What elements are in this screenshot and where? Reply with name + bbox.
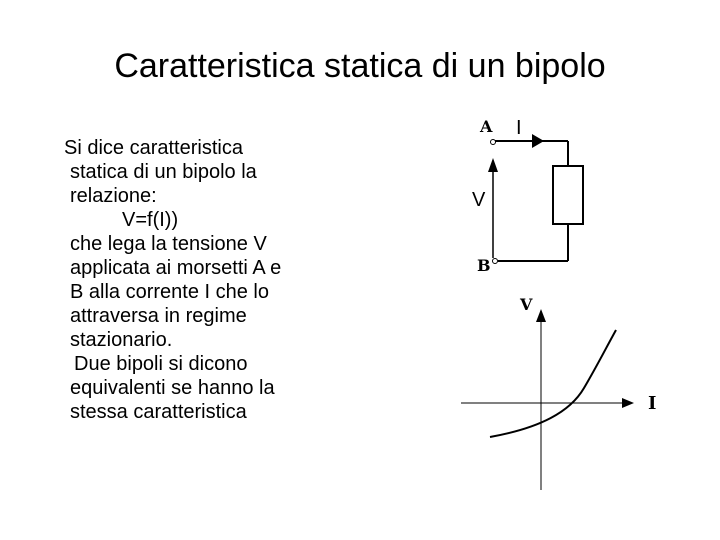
y-axis-arrow-icon [536,309,546,322]
terminal-a-icon [491,140,496,145]
body-line: stazionario. [70,329,173,351]
current-label: I [516,117,522,139]
characteristic-graph [461,295,656,490]
voltage-arrow-icon [488,158,498,172]
circuit-diagram [491,140,584,264]
body-formula: V=f(I)) [122,209,179,231]
voltage-label: V [472,189,486,211]
body-line: relazione: [70,185,157,207]
graph-y-label: V [520,295,533,314]
x-axis-arrow-icon [622,398,634,408]
body-line: applicata ai morsetti A e [70,257,282,279]
body-line: statica di un bipolo la [70,161,257,183]
terminal-b-icon [493,259,498,264]
body-line: B alla corrente I che lo [70,281,269,303]
terminal-a-label: A [480,117,493,136]
body-line: stessa caratteristica [70,401,247,423]
body-line: attraversa in regime [70,305,247,327]
current-arrow-icon [532,134,544,148]
resistor-icon [553,166,583,224]
body-line: che lega la tensione V [70,233,267,255]
body-line: Si dice caratteristica [64,137,243,159]
terminal-b-label: B [477,256,491,275]
body-line: equivalenti se hanno la [70,377,275,399]
slide-title: Caratteristica statica di un bipolo [114,47,606,85]
characteristic-curve [490,330,616,437]
graph-x-label: I [648,393,657,414]
body-line: Due bipoli si dicono [74,353,248,375]
